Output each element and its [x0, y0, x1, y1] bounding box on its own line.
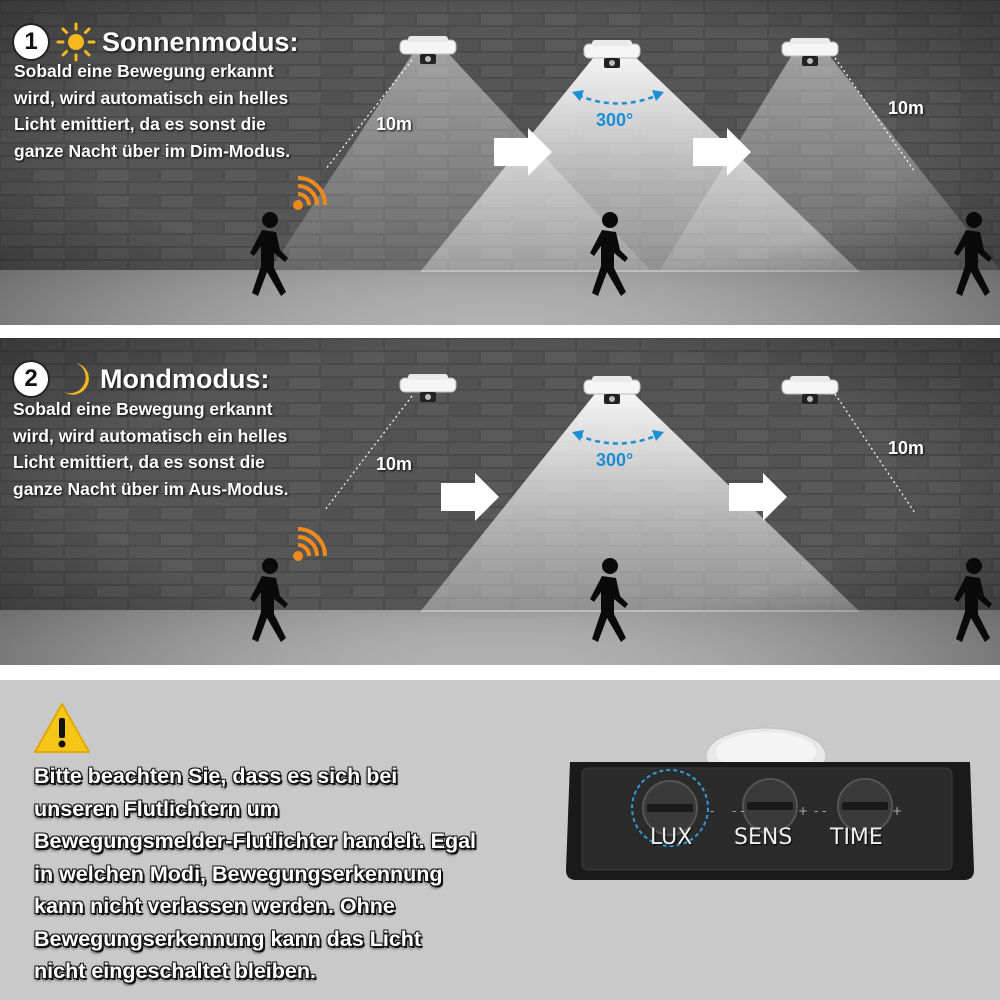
svg-text:- -: - - [732, 804, 745, 818]
sens-label: SENS [734, 825, 793, 850]
notice-line: unseren Flutlichtern um [34, 796, 279, 821]
notice-text [34, 760, 554, 988]
motion-sensor-module [560, 720, 980, 900]
description-line: ganze Nacht über im Dim-Modus. [14, 140, 291, 161]
svg-text:+: + [798, 804, 809, 818]
mode-number-badge: 1 [14, 25, 48, 59]
description-line: Sobald eine Bewegung erkannt [14, 61, 274, 81]
description-line: wird, wird automatisch ein helles [14, 87, 289, 108]
notice-panel [0, 680, 1000, 1000]
moon-mode-panel [0, 338, 1000, 665]
sun-icon [56, 22, 96, 62]
moon-icon [54, 359, 94, 399]
description-line: Licht emittiert, da es sonst die [14, 114, 266, 134]
mode-number-badge: 2 [14, 362, 48, 396]
distance-label-right: 10m [888, 98, 925, 118]
lux-label: LUX [650, 825, 693, 850]
time-label: TIME [830, 825, 883, 850]
mode-description [14, 58, 344, 164]
description-line: wird, wird automatisch ein helles [13, 425, 288, 446]
notice-line: Bewegungserkennung kann das Licht [34, 926, 422, 951]
svg-text:-: - [710, 804, 715, 818]
svg-text:+: + [892, 804, 903, 818]
mode-title: Sonnenmodus: [102, 26, 299, 57]
svg-text:- -: - - [814, 804, 827, 818]
mode-description [13, 396, 343, 502]
sun-mode-panel [0, 0, 1000, 325]
moon-mode-heading [14, 359, 269, 399]
sun-mode-heading [14, 22, 299, 62]
notice-line: in welchen Modi, Bewegungserkennung [34, 861, 443, 886]
description-line: Sobald eine Bewegung erkannt [13, 399, 273, 419]
angle-label: 300° [596, 450, 634, 470]
distance-label-left: 10m [376, 454, 413, 474]
distance-label-left: 10m [376, 114, 413, 134]
angle-label: 300° [596, 110, 634, 130]
warning-icon [33, 702, 91, 754]
mode-title: Mondmodus: [100, 363, 270, 394]
description-line: Licht emittiert, da es sonst die [13, 452, 265, 472]
distance-label-right: 10m [888, 438, 925, 458]
notice-line: kann nicht verlassen werden. Ohne [34, 894, 395, 918]
notice-line: Bewegungsmelder-Flutlichter handelt. Egal [34, 829, 477, 853]
notice-line: Bitte beachten Sie, dass es sich bei [34, 764, 398, 788]
description-line: ganze Nacht über im Aus-Modus. [13, 478, 289, 499]
notice-line: nicht eingeschaltet bleiben. [34, 959, 316, 983]
